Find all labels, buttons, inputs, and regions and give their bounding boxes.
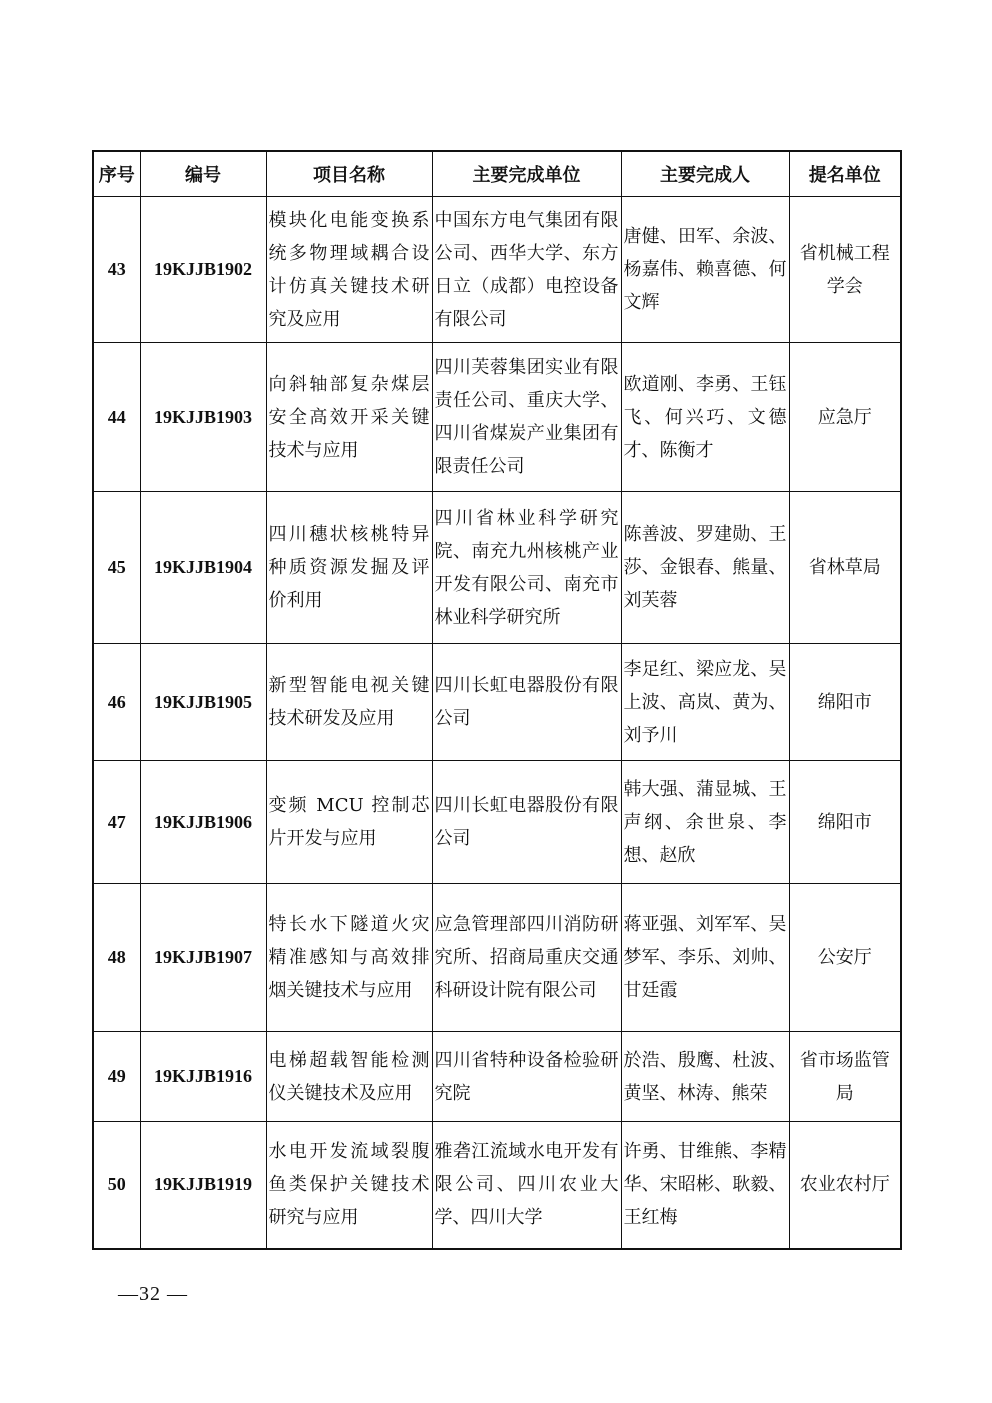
row-project-name: 水电开发流域裂腹鱼类保护关键技术研究与应用 <box>266 1122 432 1249</box>
row-code: 19KJJB1903 <box>140 343 266 492</box>
row-persons: 唐健、田军、余波、杨嘉伟、赖喜德、何文辉 <box>621 197 789 343</box>
row-code: 19KJJB1902 <box>140 197 266 343</box>
row-units: 四川芙蓉集团实业有限责任公司、重庆大学、四川省煤炭产业集团有限责任公司 <box>432 343 621 492</box>
row-project-name: 四川穗状核桃特异种质资源发掘及评价利用 <box>266 492 432 644</box>
table-row <box>93 644 901 761</box>
row-seq: 46 <box>93 644 140 761</box>
row-units: 应急管理部四川消防研究所、招商局重庆交通科研设计院有限公司 <box>432 884 621 1032</box>
row-units: 四川长虹电器股份有限公司 <box>432 761 621 884</box>
row-nominator: 公安厅 <box>789 884 901 1032</box>
row-code: 19KJJB1916 <box>140 1032 266 1122</box>
table-row <box>93 884 901 1032</box>
header-seq: 序号 <box>93 151 140 197</box>
table-row <box>93 761 901 884</box>
row-nominator: 农业农村厅 <box>789 1122 901 1249</box>
row-nominator: 省林草局 <box>789 492 901 644</box>
row-seq: 47 <box>93 761 140 884</box>
row-code: 19KJJB1906 <box>140 761 266 884</box>
table-row <box>93 1032 901 1122</box>
row-seq: 44 <box>93 343 140 492</box>
table-row <box>93 492 901 644</box>
header-project-name: 项目名称 <box>266 151 432 197</box>
row-units: 四川省特种设备检验研究院 <box>432 1032 621 1122</box>
table-row <box>93 197 901 343</box>
row-seq: 45 <box>93 492 140 644</box>
row-project-name: 特长水下隧道火灾精准感知与高效排烟关键技术与应用 <box>266 884 432 1032</box>
table-row <box>93 343 901 492</box>
row-project-name: 电梯超载智能检测仪关键技术及应用 <box>266 1032 432 1122</box>
row-persons: 许勇、甘维熊、李精华、宋昭彬、耿毅、王红梅 <box>621 1122 789 1249</box>
row-project-name: 模块化电能变换系统多物理域耦合设计仿真关键技术研究及应用 <box>266 197 432 343</box>
header-units: 主要完成单位 <box>432 151 621 197</box>
header-code: 编号 <box>140 151 266 197</box>
row-code: 19KJJB1905 <box>140 644 266 761</box>
row-persons: 韩大强、蒲显城、王声纲、余世泉、李想、赵欣 <box>621 761 789 884</box>
header-nominator: 提名单位 <box>789 151 901 197</box>
row-nominator: 省市场监管局 <box>789 1032 901 1122</box>
table-row <box>93 1122 901 1249</box>
row-seq: 50 <box>93 1122 140 1249</box>
row-seq: 49 <box>93 1032 140 1122</box>
row-nominator: 绵阳市 <box>789 644 901 761</box>
row-nominator: 省机械工程学会 <box>789 197 901 343</box>
row-persons: 蒋亚强、刘军军、吴梦军、李乐、刘帅、甘廷霞 <box>621 884 789 1032</box>
page-number: —32 — <box>118 1283 188 1305</box>
row-code: 19KJJB1904 <box>140 492 266 644</box>
row-persons: 李足红、梁应龙、吴上波、高岚、黄为、刘予川 <box>621 644 789 761</box>
row-code: 19KJJB1907 <box>140 884 266 1032</box>
row-project-name: 新型智能电视关键技术研发及应用 <box>266 644 432 761</box>
row-units: 中国东方电气集团有限公司、西华大学、东方日立（成都）电控设备有限公司 <box>432 197 621 343</box>
row-seq: 48 <box>93 884 140 1032</box>
table-header-row <box>93 151 901 197</box>
row-units: 四川长虹电器股份有限公司 <box>432 644 621 761</box>
row-code: 19KJJB1919 <box>140 1122 266 1249</box>
row-seq: 43 <box>93 197 140 343</box>
row-units: 雅砻江流域水电开发有限公司、四川农业大学、四川大学 <box>432 1122 621 1249</box>
award-table <box>92 150 902 1250</box>
row-persons: 陈善波、罗建勋、王莎、金银春、熊量、刘芙蓉 <box>621 492 789 644</box>
row-persons: 於浩、殷鹰、杜波、黄坚、林涛、熊荣 <box>621 1032 789 1122</box>
row-nominator: 应急厅 <box>789 343 901 492</box>
row-persons: 欧道刚、李勇、王钰飞、何兴巧、文德才、陈衡才 <box>621 343 789 492</box>
row-nominator: 绵阳市 <box>789 761 901 884</box>
row-units: 四川省林业科学研究院、南充九州核桃产业开发有限公司、南充市林业科学研究所 <box>432 492 621 644</box>
header-persons: 主要完成人 <box>621 151 789 197</box>
row-project-name: 变频 MCU 控制芯片开发与应用 <box>266 761 432 884</box>
row-project-name: 向斜轴部复杂煤层安全高效开采关键技术与应用 <box>266 343 432 492</box>
